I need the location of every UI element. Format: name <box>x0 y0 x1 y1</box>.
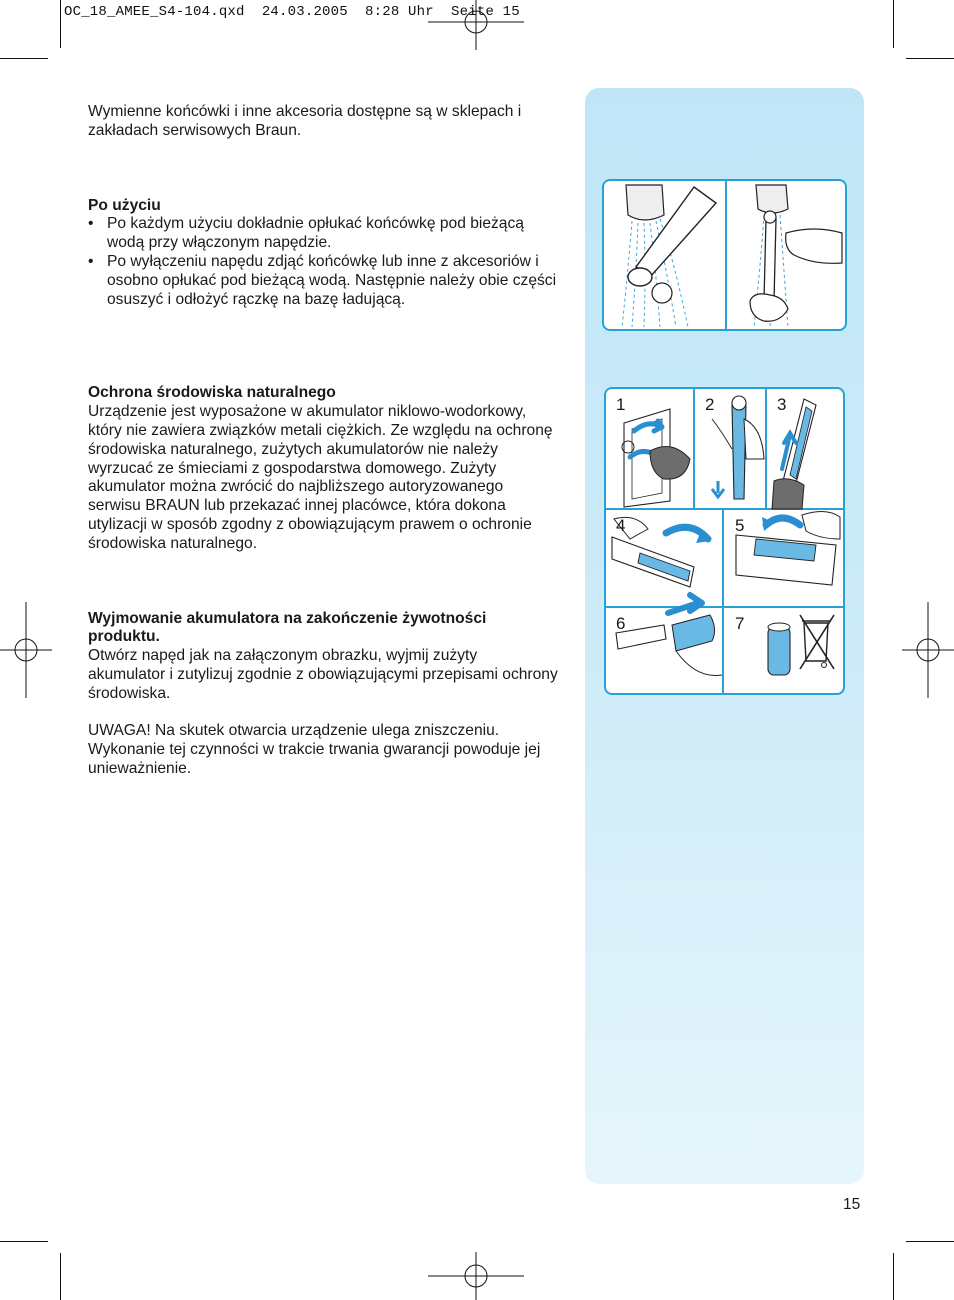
battery-removal-heading: Wyjmowanie akumulatora na zakończenie żywotności produktu. <box>88 609 487 646</box>
crop-mark <box>60 0 61 48</box>
crop-mark <box>0 1241 48 1242</box>
text-column <box>88 103 558 779</box>
step-label-2: 2 <box>705 395 715 414</box>
battery-removal-drawing <box>606 389 843 693</box>
environment-paragraph: Urządzenie jest wyposażone w akumulator niklowo-wodorkowy, który nie zawiera związków metali ciężkich. Ze względu na ochronę środowiska naturalnego, zużytych akumulatorów nie należy wyrzucać ze śmieciami z gospodarstwa domowego. Zużyty akumulator można zwrócić do najbliższego autoryzowanego serwisu BRAUN lub przekazać innej placówce, która dokona utylizacji w sposób zgodny z obowiązującym prawem o ochronie środowiska naturalnego. <box>88 403 553 552</box>
crop-mark <box>0 58 48 59</box>
step-label-7: 7 <box>735 614 745 633</box>
step-label-4: 4 <box>616 516 626 535</box>
intro-paragraph: Wymienne końcówki i inne akcesoria dostępne są w sklepach i zakładach serwisowych Braun. <box>88 103 522 139</box>
step-label-1: 1 <box>616 395 626 414</box>
battery-removal-illustration <box>604 387 845 695</box>
page-number: 15 <box>843 1196 861 1213</box>
list-item: • Po wyłączeniu napędu zdjąć końcówkę lub inne z akcesoriów i osobno opłukać pod bieżącą wodą. Następnie należy obie części osuszyć i odłożyć rączkę na bazę ładującą. <box>88 253 558 309</box>
after-use-heading: Po użyciu <box>88 196 161 214</box>
after-use-list <box>88 215 558 309</box>
crop-mark <box>893 0 894 48</box>
step-label-3: 3 <box>777 395 787 414</box>
crop-mark <box>893 1253 894 1300</box>
rinsing-drawing <box>604 181 845 329</box>
registration-mark-left <box>0 602 52 698</box>
print-slug: OC_18_AMEE_S4-104.qxd 24.03.2005 8:28 Uhr Seite 15 <box>64 4 520 20</box>
battery-removal-paragraph: Otwórz napęd jak na załączonym obrazku, wyjmij zużyty akumulator i zutylizuj zgodnie z obowiązującymi przepisami ochrony środowiska. <box>88 647 558 702</box>
registration-mark-right <box>902 602 954 698</box>
warning-paragraph: UWAGA! Na skutek otwarcia urządzenie ulega zniszczeniu. Wykonanie tej czynności w trakcie trwania gwarancji powoduje jej unieważnienie. <box>88 722 541 777</box>
crop-mark <box>906 1241 954 1242</box>
environment-heading: Ochrona środowiska naturalnego <box>88 384 336 402</box>
registration-mark-top <box>428 0 524 50</box>
registration-mark-bottom <box>428 1252 524 1300</box>
crop-mark <box>60 1253 61 1300</box>
step-label-6: 6 <box>616 614 626 633</box>
step-label-5: 5 <box>735 516 745 535</box>
list-item: • Po każdym użyciu dokładnie opłukać końcówkę pod bieżącą wodą przy włączonym napędzie. <box>88 215 558 253</box>
crop-mark <box>906 58 954 59</box>
rinsing-illustration <box>602 179 847 331</box>
